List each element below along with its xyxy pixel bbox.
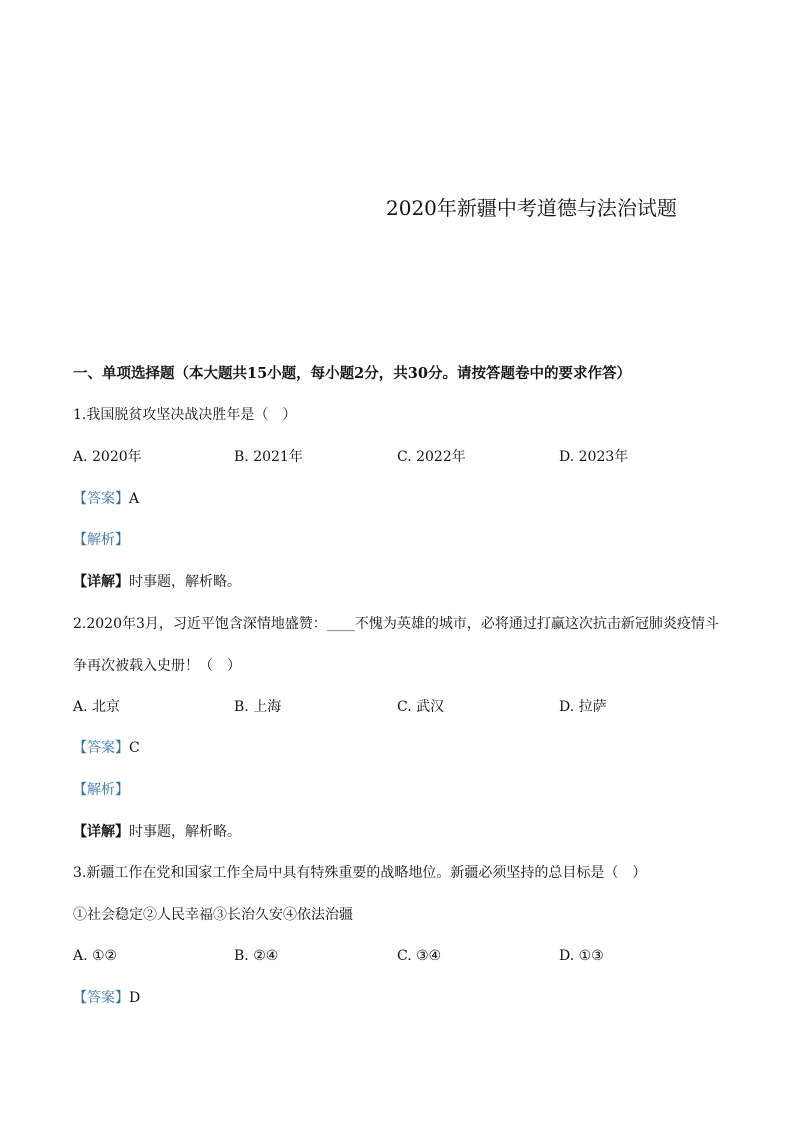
question-1-option-a: A. 2020年 [73, 449, 142, 465]
question-1-option-c: C. 2022年 [397, 449, 466, 465]
answer-tag: 【答案】 [73, 491, 129, 507]
answer-value: A [129, 491, 140, 507]
question-2-detail [73, 822, 241, 842]
question-2-answer [73, 738, 140, 758]
question-1-answer [73, 489, 139, 509]
question-3-options [73, 946, 733, 966]
question-2-option-d: D. 拉萨 [559, 699, 607, 715]
question-2-stem-line-2: 争再次被载入史册！（ ） [73, 658, 241, 674]
answer-tag: 【答案】 [73, 740, 129, 756]
detail-text: 时事题，解析略。 [129, 574, 241, 590]
detail-text: 时事题，解析略。 [129, 824, 241, 840]
question-3-option-b: B. ②④ [234, 948, 279, 964]
question-3-option-a: A. ①② [73, 948, 118, 964]
question-2-stem-line-1: 2.2020年3月，习近平饱含深情地盛赞：____不愧为英雄的城市，必将通过打赢这次抗击新冠肺炎疫情斗 [73, 616, 719, 632]
section-heading: 一、单项选择题（本大题共15小题，每小题2分，共30分。请按答题卷中的要求作答） [73, 365, 631, 382]
question-1-options [73, 447, 733, 467]
answer-value: D [129, 990, 141, 1006]
analysis-tag: 【解析】 [73, 532, 129, 548]
page-title: 2020年新疆中考道德与法治试题 [386, 196, 677, 220]
answer-value: C [129, 740, 140, 756]
question-2-option-c: C. 武汉 [397, 699, 445, 715]
question-2-options [73, 697, 733, 717]
question-1-option-d: D. 2023年 [559, 449, 629, 465]
question-2-analysis [73, 780, 129, 800]
question-2-option-a: A. 北京 [73, 699, 121, 715]
detail-tag: 【详解】 [73, 824, 129, 840]
question-1-analysis [73, 530, 129, 550]
question-3-answer [73, 988, 140, 1008]
question-3-option-c: C. ③④ [397, 948, 442, 964]
question-1-stem: 1.我国脱贫攻坚决战决胜年是（ ） [73, 407, 297, 423]
question-2-option-b: B. 上海 [234, 699, 282, 715]
question-1-detail [73, 572, 241, 592]
question-3-stem-line-2: ①社会稳定②人民幸福③长治久安④依法治疆 [73, 907, 353, 923]
question-3-option-d: D. ①③ [559, 948, 604, 964]
question-1-option-b: B. 2021年 [234, 449, 303, 465]
analysis-tag: 【解析】 [73, 782, 129, 798]
question-3-stem-line-1: 3.新疆工作在党和国家工作全局中具有特殊重要的战略地位。新疆必须坚持的总目标是（ ） [73, 865, 647, 881]
detail-tag: 【详解】 [73, 574, 129, 590]
answer-tag: 【答案】 [73, 990, 129, 1006]
